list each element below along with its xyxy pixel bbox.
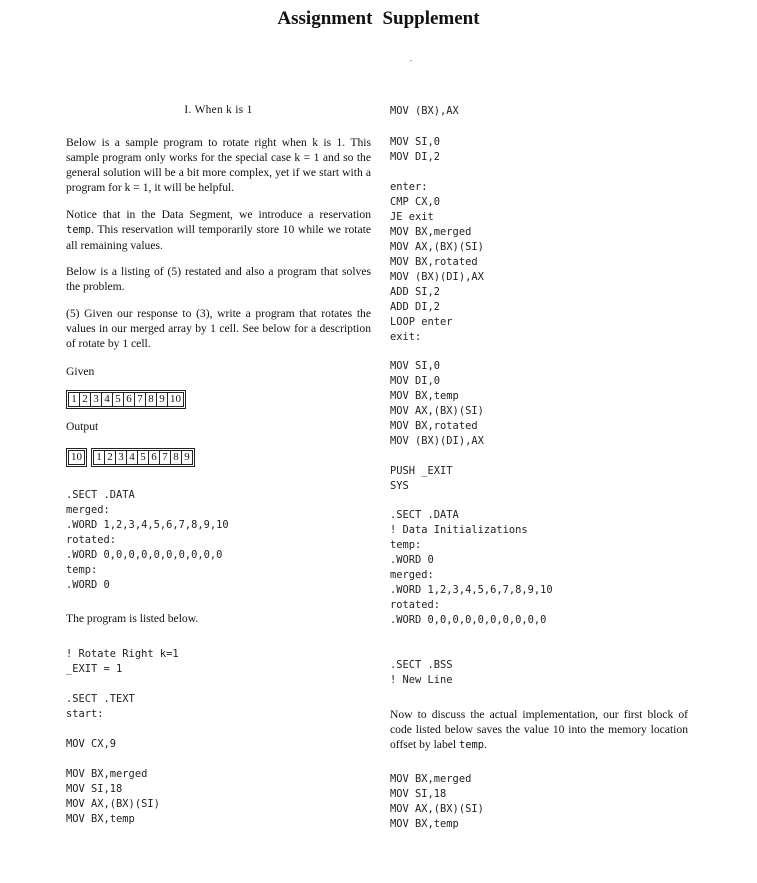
output-cells [91, 448, 195, 467]
code-store-temp [390, 104, 459, 119]
array-cell: 4 [101, 392, 113, 407]
code-line: MOV BX,merged [390, 226, 472, 238]
code-line: MOV BX,temp [390, 818, 459, 830]
code-line: .WORD 0,0,0,0,0,0,0,0,0,0 [390, 614, 547, 626]
array-cell: 2 [104, 450, 116, 465]
section-heading: I. When k is 1 [184, 104, 253, 116]
paragraph-data-segment-b: . This reservation will temporarily store 10 while we rotate all remaining values. [66, 223, 371, 252]
code-line: MOV AX,(BX)(SI) [390, 803, 484, 815]
inline-code-temp: temp [66, 224, 92, 236]
code-line: MOV (BX)(DI),AX [390, 435, 484, 447]
code-text-section [66, 692, 135, 722]
code-line: SYS [390, 480, 409, 492]
code-line: temp: [66, 564, 98, 576]
code-line: merged: [66, 504, 110, 516]
paragraph-data-segment [66, 207, 371, 253]
code-init-indices [390, 135, 440, 165]
title-assignment: Assignment [277, 8, 373, 29]
code-line: MOV (BX),AX [390, 105, 459, 117]
code-block-left [66, 767, 160, 827]
code-line: .WORD 1,2,3,4,5,6,7,8,9,10 [390, 584, 553, 596]
code-line: MOV AX,(BX)(SI) [390, 405, 484, 417]
code-block-right [390, 772, 484, 832]
code-line: start: [66, 708, 104, 720]
code-line: MOV AX,(BX)(SI) [390, 241, 484, 253]
array-cell: 9 [181, 450, 193, 465]
code-line: _EXIT = 1 [66, 663, 123, 675]
code-line: CMP CX,0 [390, 196, 441, 208]
code-header [66, 647, 179, 677]
code-line: .SECT .TEXT [66, 693, 135, 705]
code-line: MOV SI,18 [390, 788, 447, 800]
title-supplement: Supplement [382, 8, 480, 29]
given-cells [66, 390, 186, 409]
code-line: MOV DI,2 [390, 151, 441, 163]
code-line: MOV BX,rotated [390, 256, 478, 268]
array-cell: 1 [68, 392, 80, 407]
code-line: enter: [390, 181, 428, 193]
code-line: ! Data Initializations [390, 524, 528, 536]
program-listed-below: The program is listed below. [66, 612, 199, 625]
code-line: .WORD 0 [390, 554, 434, 566]
array-cell: 10 [167, 392, 184, 407]
code-line: MOV (BX)(DI),AX [390, 271, 484, 283]
code-line: LOOP enter [390, 316, 453, 328]
code-line: rotated: [66, 534, 117, 546]
paragraph-data-segment-a: Notice that in the Data Segment, we introduce a reservation [66, 208, 371, 221]
code-line: MOV BX,rotated [390, 420, 478, 432]
given-array [66, 389, 186, 409]
output-label: Output [66, 420, 99, 433]
paragraph-implementation [390, 707, 688, 753]
code-line: MOV SI,18 [66, 783, 123, 795]
paragraph-implementation-a: Now to discuss the actual implementation, our first block of code listed below saves the value 10 into the memory location offset by label [390, 708, 688, 751]
code-line: PUSH _EXIT [390, 465, 453, 477]
code-line: MOV AX,(BX)(SI) [66, 798, 160, 810]
array-cell: 5 [137, 450, 149, 465]
array-cell: 7 [134, 392, 146, 407]
code-line: temp: [390, 539, 422, 551]
code-line: merged: [390, 569, 434, 581]
paragraph-implementation-b: . [484, 738, 487, 751]
array-cell: 1 [93, 450, 105, 465]
code-line: .SECT .DATA [390, 509, 459, 521]
code-line: MOV DI,0 [390, 375, 441, 387]
code-line: MOV BX,merged [390, 773, 472, 785]
code-data-initializations [390, 508, 553, 628]
code-line: ! New Line [390, 674, 453, 686]
output-first-cell: 10 [68, 450, 85, 465]
code-line: MOV SI,0 [390, 136, 441, 148]
given-label: Given [66, 365, 95, 378]
output-array [66, 448, 195, 467]
code-line: rotated: [390, 599, 441, 611]
array-cell: 9 [156, 392, 168, 407]
array-cell: 5 [112, 392, 124, 407]
code-line: MOV BX,temp [66, 813, 135, 825]
stray-mark [410, 60, 412, 61]
code-line: .WORD 0 [66, 579, 110, 591]
code-line: MOV BX,temp [390, 390, 459, 402]
code-data-section [66, 488, 229, 593]
code-line: .WORD 1,2,3,4,5,6,7,8,9,10 [66, 519, 229, 531]
code-line: JE exit [390, 211, 434, 223]
paragraph-question-5: (5) Given our response to (3), write a program that rotates the values in our merged array by 1 cell. See below for a description of rotate by 1 cell. [66, 307, 371, 350]
code-line: ADD SI,2 [390, 286, 441, 298]
code-place-temp [390, 359, 484, 449]
paragraph-intro: Below is a sample program to rotate right when k is 1. This sample program only works for the special case k = 1 and so the general solution will be a bit more complex, yet if we start with a program for k = 1, it will be helpful. [66, 136, 371, 194]
array-cell: 7 [159, 450, 171, 465]
code-loop [390, 180, 484, 345]
array-cell: 6 [123, 392, 135, 407]
code-mov-cx: MOV CX,9 [66, 738, 117, 750]
code-bss [390, 658, 453, 688]
code-exit [390, 464, 453, 494]
code-line: ADD DI,2 [390, 301, 441, 313]
array-cell: 4 [126, 450, 138, 465]
output-first-box [66, 448, 87, 467]
array-cell: 6 [148, 450, 160, 465]
array-cell: 3 [90, 392, 102, 407]
code-line: MOV SI,0 [390, 360, 441, 372]
code-line: .SECT .BSS [390, 659, 453, 671]
code-line: ! Rotate Right k=1 [66, 648, 179, 660]
inline-code-temp-right: temp [459, 739, 485, 751]
code-line: exit: [390, 331, 422, 343]
array-cell: 8 [145, 392, 157, 407]
code-line: .WORD 0,0,0,0,0,0,0,0,0,0 [66, 549, 223, 561]
paragraph-listing: Below is a listing of (5) restated and also a program that solves the problem. [66, 265, 371, 293]
code-line: .SECT .DATA [66, 489, 135, 501]
page-title [0, 8, 757, 30]
array-cell: 2 [79, 392, 91, 407]
array-cell: 3 [115, 450, 127, 465]
array-cell: 8 [170, 450, 182, 465]
code-line: MOV BX,merged [66, 768, 148, 780]
